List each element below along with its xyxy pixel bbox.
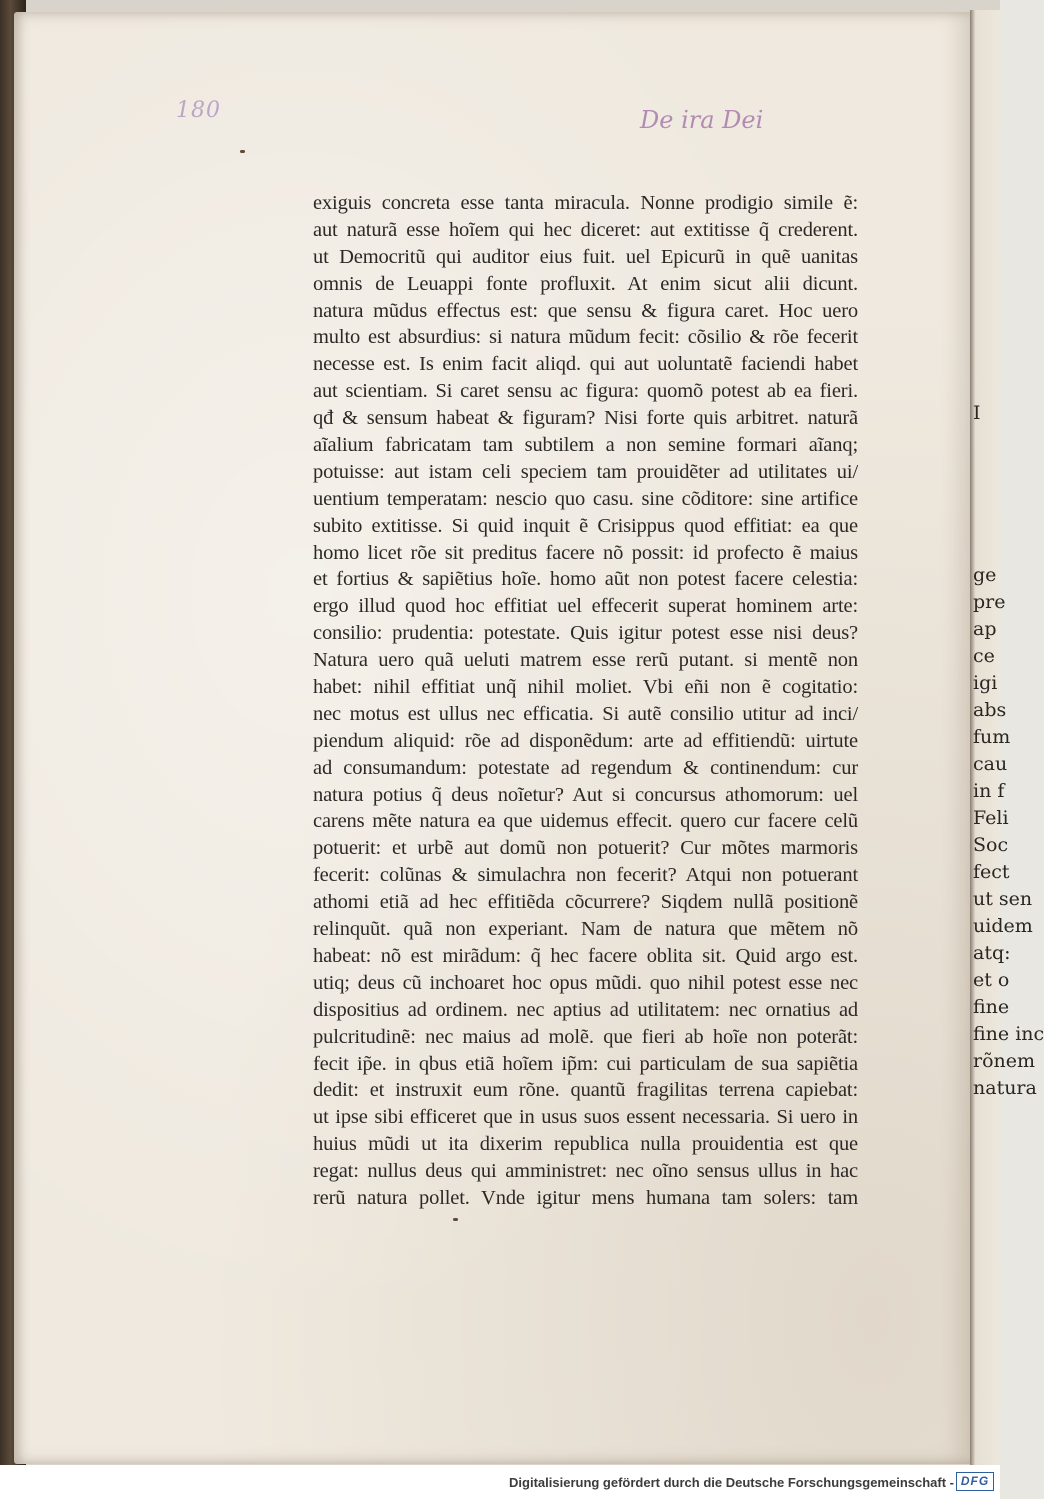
text-line: et fortius & sapiẽtius hoĩe. homo aũt non potest facere celestia:: [313, 568, 858, 591]
next-page-fragment: rõnem: [973, 1050, 1036, 1072]
text-line: potuerit: et urbẽ aut domũ non potuerit? Cur mõtes marmoris: [313, 837, 858, 860]
next-page-fragment: abs: [973, 699, 1007, 721]
text-line: habeat: nõ est mirãdum: q̃ hec facere oblita sit. Quid argo est.: [313, 944, 858, 967]
text-line: huius mũdi ut ita dixerim republica nulla prouidentia est que: [313, 1133, 858, 1156]
next-page-fragment: ce: [973, 645, 995, 667]
next-page-fragment: in f: [973, 780, 1005, 802]
next-page-fragment: [973, 508, 1013, 535]
next-page-fragment: fum: [973, 726, 1011, 748]
next-page-fragment: fine inc: [973, 1023, 1044, 1045]
text-line: qđ & sensum habeat & figuram? Nisi forte quis arbitret. naturã: [313, 407, 858, 430]
handwritten-page-number: 180: [176, 98, 221, 123]
text-line: Natura uero quã ueluti matrem esse rerũ putant. si mentẽ non: [313, 649, 858, 672]
text-line: dedit: et instruxit eum rõne. quantũ fragilitas terrena capiebat:: [313, 1079, 858, 1102]
text-line: potuisse: aut istam celi speciem tam prouidẽter ad utilitates ui/: [313, 460, 858, 483]
text-line: subito extitisse. Si quid inquit ẽ Crisippus quod effitiat: ea que: [313, 514, 858, 537]
text-line: pulcritudinẽ: nec maius ad molẽ. que fieri ab hoĩe non poterãt:: [313, 1025, 858, 1048]
text-line: nec motus est ullus nec efficatia. Si autẽ consilio utitur ad inci/: [313, 702, 858, 725]
text-line: habet: nihil effitiat unq̃ nihil moliet. Vbi eñi non ẽ cogitatio:: [313, 676, 858, 699]
text-line: homo licet rõe sit preditus facere nõ possit: id profecto ẽ maius: [313, 541, 858, 564]
next-page-fragment: igi: [973, 672, 998, 694]
dfg-logo: DFG: [956, 1472, 994, 1491]
next-page-fragment: ap: [973, 618, 997, 640]
next-page-fragment: pre: [973, 591, 1006, 613]
text-line: regat: nullus deus qui amministret: nec oĩno sensus ullus in hac: [313, 1160, 858, 1183]
next-page-fragment: natura: [973, 1077, 1037, 1099]
next-page-text-fragments: [973, 400, 1044, 1102]
next-page-fragment: et o: [973, 969, 1010, 991]
next-page-fragment: ut sen: [973, 888, 1033, 910]
text-line: exiguis concreta esse tanta miracula. Nonne prodigio simile ẽ:: [313, 192, 858, 214]
text-line: natura potius q̃ deus noĩetur? Aut si concursus athomorum: uel: [313, 783, 858, 806]
text-line: dispositius ad ordinem. nec aptius ad utilitatem: nec ornatius ad: [313, 998, 858, 1021]
next-page-fragment: [973, 535, 1013, 562]
text-line: fecit ip̃e. in qbus etiã hoĩem ip̃m: cui particulam de sua sapiẽtia: [313, 1052, 858, 1075]
next-page-fragment: fect: [973, 861, 1010, 883]
text-line: ut Democritũ qui auditor eius fuit. uel Epicurũ in quẽ uanitas: [313, 245, 858, 268]
next-page-fragment: Soc: [973, 834, 1009, 856]
paper-speck: [453, 1218, 458, 1221]
handwritten-heading: De ira Dei: [640, 106, 764, 134]
text-line: ut ipse sibi efficeret que in usus suos essent necessaria. Si uero in: [313, 1106, 858, 1129]
text-line: relinquũt. quã non experiant. Nam de natura que mẽtem nõ: [313, 918, 858, 941]
printed-text-block: [313, 190, 858, 1212]
next-page-fragment: [973, 427, 1013, 454]
text-line: utiq; deus cũ inchoaret hoc opus mũdi. quo nihil potest esse nec: [313, 971, 858, 994]
footer-credit: Digitalisierung gefördert durch die Deutsche Forschungsgemeinschaft -: [509, 1475, 954, 1490]
text-line: ad consumandum: potestate ad regendum & continendum: cur: [313, 756, 858, 779]
footer-bar: [0, 1465, 1000, 1499]
text-line: aut naturã esse hoĩem qui hec diceret: aut extitisse q̃ crederent.: [313, 218, 858, 241]
paper-speck: [240, 150, 245, 153]
next-page-fragment: [973, 454, 1013, 481]
text-line: aĩalium fabricatam tam subtilem a non semine formari aĩanq;: [313, 434, 858, 457]
text-line: athomi etiã ad hec effitiẽda cõcurrere? Siqdem nullã positionẽ: [313, 891, 858, 914]
next-page-fragment: ge: [973, 564, 997, 586]
next-page-fragment: fine: [973, 996, 1010, 1018]
text-line: omnis de Leuappi fonte profluxit. At enim sicut alii dicunt.: [313, 272, 858, 295]
text-line: aut scientiam. Si caret sensu ac figura: quomõ potest ab ea fieri.: [313, 380, 858, 403]
text-line: ergo illud quod hoc effitiat uel effecerit superat hominem arte:: [313, 595, 858, 618]
next-page-fragment: I: [973, 402, 981, 424]
text-line: piendum aliquid: rõe ad disponẽdum: arte ad effitiendũ: uirtute: [313, 729, 858, 752]
text-line: necesse est. Is enim facit aliqd. qui aut uoluntatẽ faciendi habet: [313, 353, 858, 376]
text-line: consilio: prudentia: potestate. Quis igitur potest esse nisi deus?: [313, 622, 858, 645]
text-line: multo est absurdius: si natura mũdum fecit: cõsilio & rõe fecerit: [313, 326, 858, 349]
next-page-fragment: uidem: [973, 915, 1033, 937]
text-line: fecerit: colũnas & simulachra non fecerit? Atqui non potuerant: [313, 864, 858, 887]
next-page-fragment: [973, 481, 1013, 508]
text-line: rerũ natura pollet. Vnde igitur mens humana tam solers: tam: [313, 1186, 858, 1209]
next-page-fragment: atq:: [973, 942, 1011, 964]
text-line: carens mẽte natura ea que uidemus effecit. quero cur facere celũ: [313, 810, 858, 833]
next-page-fragment: Feli: [973, 807, 1009, 829]
text-line: natura mũdus effectus est: que sensu & figura caret. Hoc uero: [313, 299, 858, 322]
next-page-fragment: cau: [973, 753, 1008, 775]
text-line: uentium temperatam: nescio quo casu. sine cõditore: sine artifice: [313, 487, 858, 510]
